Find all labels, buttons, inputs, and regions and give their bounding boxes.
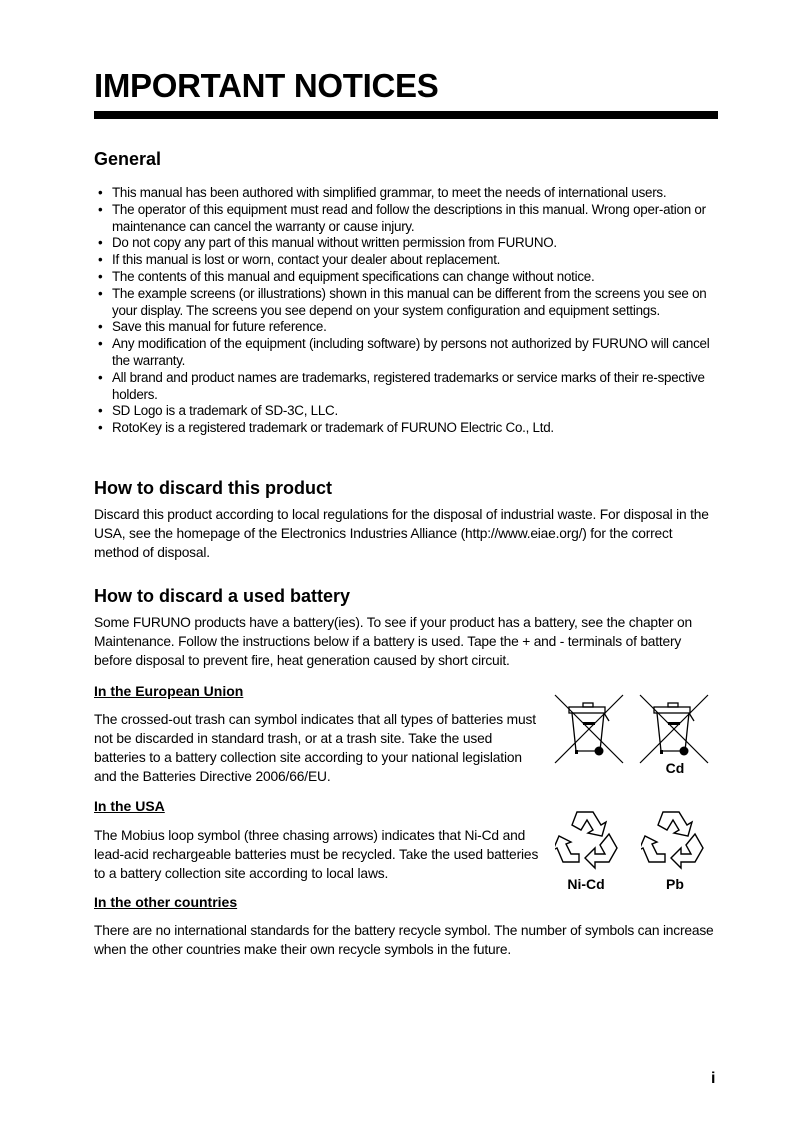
crossed-out-trash-can-icon	[553, 693, 625, 765]
eu-text: The crossed-out trash can symbol indicates that all types of batteries must not be discarded in standard trash, or at a trash site. Take the used batteries to a battery collection site according to your national legislation and the Batteries Directive 2006/66/EU.	[94, 712, 536, 784]
list-item: • The contents of this manual and equipment specifications can change without notice.	[98, 268, 595, 284]
discard-product-heading: How to discard this product	[94, 478, 333, 498]
list-item: • If this manual is lost or worn, contact your dealer about replacement.	[98, 252, 501, 268]
general-bullet-list	[94, 185, 720, 437]
page-number: i	[711, 1070, 716, 1087]
other-countries-text: There are no international standards for the battery recycle symbol. The number of symbols can increase when the other countries make their own recycle symbols in the future.	[94, 923, 714, 957]
title-rule	[94, 111, 718, 119]
list-item: • The operator of this equipment must read and follow the descriptions in this manual. Wrong oper-ation or maintenance can cancel the warranty or cause injury.	[98, 201, 706, 234]
general-heading: General	[94, 149, 162, 169]
list-item: • Save this manual for future reference.	[98, 319, 327, 335]
recycle-icon	[555, 808, 621, 870]
usa-heading: In the USA	[94, 798, 165, 814]
list-item: • SD Logo is a trademark of SD-3C, LLC.	[98, 403, 338, 419]
discard-battery-heading: How to discard a used battery	[94, 586, 351, 606]
ni-cd-label: Ni-Cd	[567, 876, 605, 892]
list-item: • Any modification of the equipment (including software) by persons not authorized by FURUNO will cancel the warranty.	[98, 336, 710, 368]
list-item: • Do not copy any part of this manual without written permission from FURUNO.	[98, 235, 557, 251]
usa-text: The Mobius loop symbol (three chasing arrows) indicates that Ni-Cd and lead-acid rechargeable batteries must be recycled. Take the used batteries to a battery collection site according to local laws.	[94, 828, 539, 881]
pb-label: Pb	[666, 876, 684, 892]
crossed-out-trash-can-icon	[638, 693, 710, 765]
list-item: • This manual has been authored with simplified grammar, to meet the needs of international users.	[98, 185, 667, 200]
page-title: IMPORTANT NOTICES	[94, 67, 439, 104]
discard-product-text: Discard this product according to local regulations for the disposal of industrial waste. For disposal in the USA, see the homepage of the Electronics Industries Alliance (http://www.eiae.org/) for the correct method of disposal.	[94, 507, 709, 560]
discard-battery-text: Some FURUNO products have a battery(ies). To see if your product has a battery, see the chapter on Maintenance. Follow the instructions below if a battery is used. Tape the + and - terminals of battery before disposal to prevent fire, heat generation caused by short circuit.	[94, 615, 692, 668]
other-countries-heading: In the other countries	[94, 894, 238, 910]
list-item: • The example screens (or illustrations) shown in this manual can be different from the screens you see on your display. The screens you see depend on your system configuration and equipment settings.	[98, 285, 707, 318]
list-item: • RotoKey is a registered trademark or trademark of FURUNO Electric Co., Ltd.	[98, 420, 554, 436]
list-item: • All brand and product names are trademarks, registered trademarks or service marks of their re-spective holders.	[98, 369, 705, 402]
recycle-icon	[641, 808, 707, 870]
eu-heading: In the European Union	[94, 683, 244, 699]
cd-label: Cd	[665, 760, 685, 776]
